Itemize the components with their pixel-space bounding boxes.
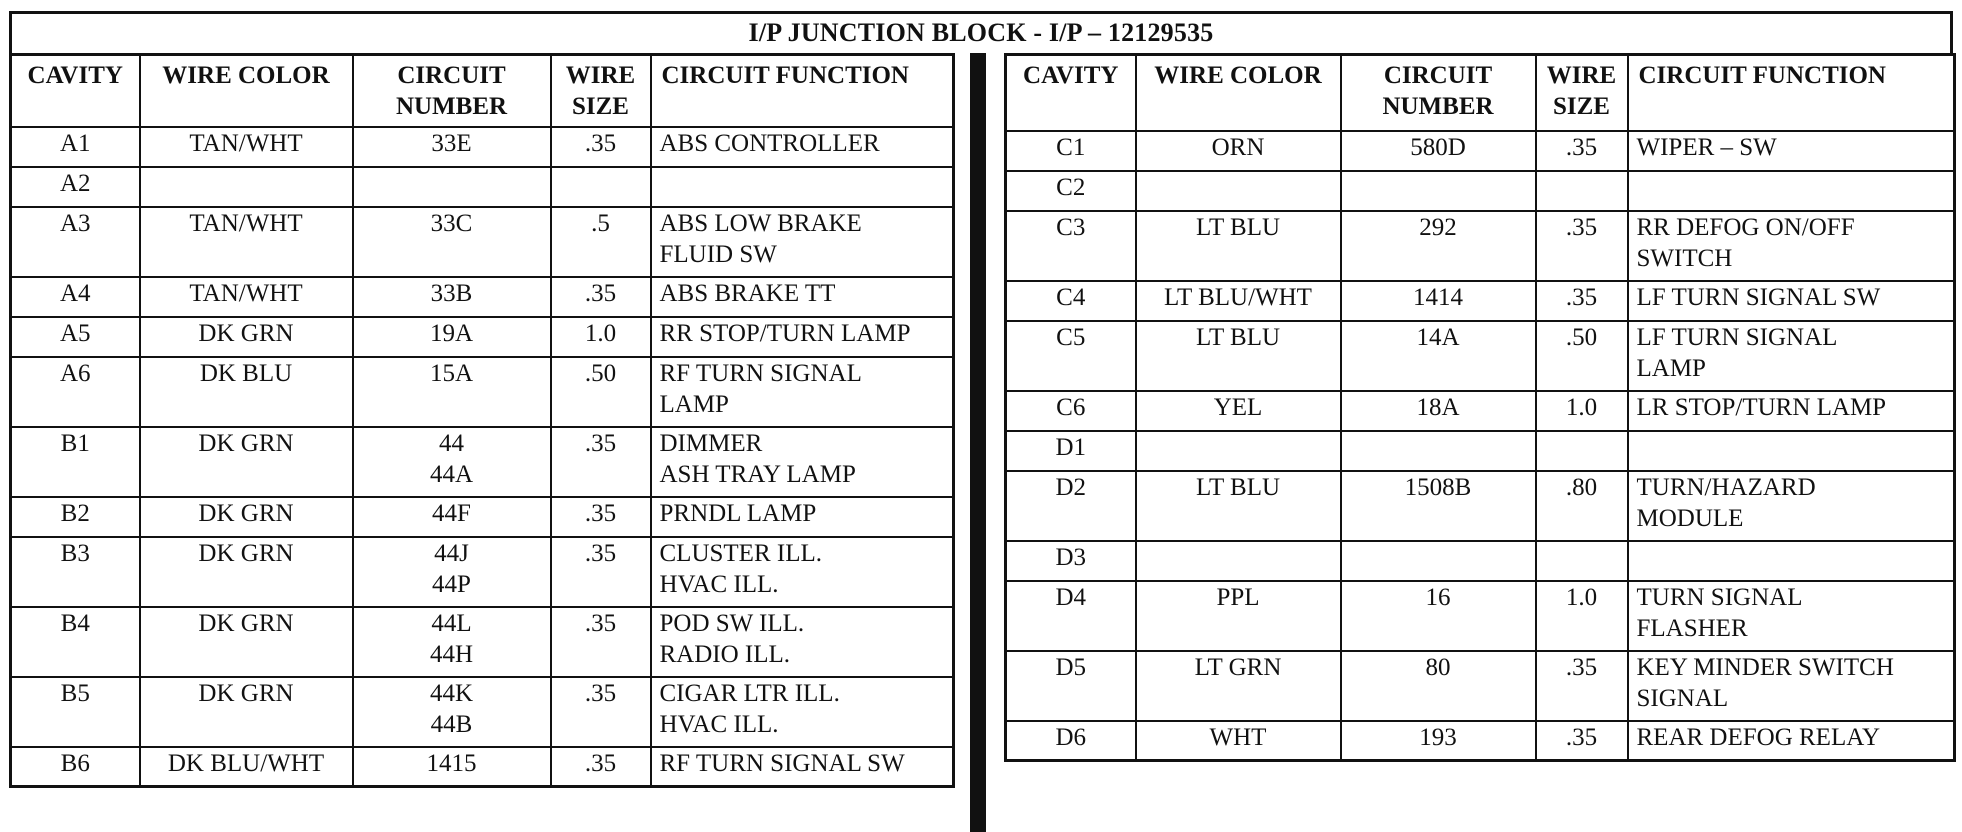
wire-size-cell: .35 xyxy=(1536,211,1628,281)
circuit-function-cell xyxy=(1628,171,1955,211)
wire-size-cell: 1.0 xyxy=(551,317,651,357)
circuit-function-cell: KEY MINDER SWITCH SIGNAL xyxy=(1628,651,1955,721)
circuit-number-cell: 33B xyxy=(353,277,551,317)
header-circuit-number: CIRCUIT NUMBER xyxy=(353,55,551,127)
circuit-function-cell: REAR DEFOG RELAY xyxy=(1628,721,1955,761)
table-row xyxy=(1006,651,1955,721)
wire-color-cell: DK GRN xyxy=(140,677,353,747)
circuit-number-cell: 1508B xyxy=(1341,471,1536,541)
circuit-function-cell: CLUSTER ILL. HVAC ILL. xyxy=(651,537,954,607)
wire-size-cell: .35 xyxy=(551,127,651,167)
circuit-function-cell: ABS CONTROLLER xyxy=(651,127,954,167)
cavity-cell: C4 xyxy=(1006,281,1136,321)
cavity-cell: B5 xyxy=(11,677,140,747)
circuit-number-cell: 1414 xyxy=(1341,281,1536,321)
circuit-function-cell: DIMMER ASH TRAY LAMP xyxy=(651,427,954,497)
circuit-function-cell: POD SW ILL. RADIO ILL. xyxy=(651,607,954,677)
circuit-function-cell: RF TURN SIGNAL LAMP xyxy=(651,357,954,427)
wire-color-cell: DK GRN xyxy=(140,537,353,607)
cavity-cell: B1 xyxy=(11,427,140,497)
wire-color-cell: DK GRN xyxy=(140,607,353,677)
table-row xyxy=(11,537,954,607)
wire-size-cell: .80 xyxy=(1536,471,1628,541)
circuit-number-cell: 44J 44P xyxy=(353,537,551,607)
cavity-cell: A3 xyxy=(11,207,140,277)
cavity-cell: D4 xyxy=(1006,581,1136,651)
circuit-function-cell: LR STOP/TURN LAMP xyxy=(1628,391,1955,431)
wire-color-cell: DK BLU xyxy=(140,357,353,427)
circuit-number-cell xyxy=(1341,431,1536,471)
circuit-number-cell: 14A xyxy=(1341,321,1536,391)
table-row xyxy=(1006,211,1955,281)
wire-size-cell: 1.0 xyxy=(1536,581,1628,651)
title-bar xyxy=(9,11,1953,55)
wire-color-cell: DK GRN xyxy=(140,317,353,357)
wire-size-cell: .35 xyxy=(1536,281,1628,321)
table-row xyxy=(11,607,954,677)
circuit-function-cell: WIPER – SW xyxy=(1628,131,1955,171)
circuit-number-cell: 580D xyxy=(1341,131,1536,171)
header-wire-size: WIRE SIZE xyxy=(551,55,651,127)
wire-color-cell: TAN/WHT xyxy=(140,207,353,277)
circuit-function-cell: CIGAR LTR ILL. HVAC ILL. xyxy=(651,677,954,747)
cavity-cell: A5 xyxy=(11,317,140,357)
circuit-number-cell: 193 xyxy=(1341,721,1536,761)
wire-size-cell: .35 xyxy=(1536,721,1628,761)
circuit-function-cell: RF TURN SIGNAL SW xyxy=(651,747,954,787)
cavity-cell: C1 xyxy=(1006,131,1136,171)
circuit-function-cell: TURN/HAZARD MODULE xyxy=(1628,471,1955,541)
cavity-cell: B4 xyxy=(11,607,140,677)
wire-size-cell: .35 xyxy=(551,277,651,317)
page-title: I/P JUNCTION BLOCK - I/P – 12129535 xyxy=(748,18,1214,47)
circuit-number-cell: 33E xyxy=(353,127,551,167)
table-row xyxy=(11,317,954,357)
circuit-number-cell: 44F xyxy=(353,497,551,537)
circuit-function-cell: RR STOP/TURN LAMP xyxy=(651,317,954,357)
wire-color-cell: LT BLU xyxy=(1136,321,1341,391)
circuit-number-cell xyxy=(353,167,551,207)
wire-size-cell: .35 xyxy=(551,607,651,677)
wire-color-cell xyxy=(1136,431,1341,471)
circuit-function-cell: LF TURN SIGNAL SW xyxy=(1628,281,1955,321)
table-row xyxy=(1006,391,1955,431)
header-circuit-function: CIRCUIT FUNCTION xyxy=(1628,55,1955,131)
wire-color-cell: DK GRN xyxy=(140,427,353,497)
wire-size-cell: .35 xyxy=(551,427,651,497)
table-row xyxy=(1006,171,1955,211)
wire-color-cell: LT BLU xyxy=(1136,211,1341,281)
table-row xyxy=(11,127,954,167)
cavity-cell: C3 xyxy=(1006,211,1136,281)
right-header-row xyxy=(1006,55,1955,131)
wire-size-cell xyxy=(551,167,651,207)
circuit-function-cell xyxy=(651,167,954,207)
circuit-number-cell xyxy=(1341,541,1536,581)
wire-size-cell: .35 xyxy=(551,537,651,607)
circuit-number-cell: 80 xyxy=(1341,651,1536,721)
wire-size-cell: .35 xyxy=(551,747,651,787)
wire-color-cell: WHT xyxy=(1136,721,1341,761)
right-connector-table xyxy=(1004,53,1956,762)
cavity-cell: A1 xyxy=(11,127,140,167)
circuit-function-cell xyxy=(1628,541,1955,581)
wire-size-cell: .35 xyxy=(551,677,651,747)
circuit-number-cell: 44L 44H xyxy=(353,607,551,677)
cavity-cell: D5 xyxy=(1006,651,1136,721)
circuit-number-cell: 1415 xyxy=(353,747,551,787)
wire-size-cell xyxy=(1536,431,1628,471)
table-row xyxy=(1006,131,1955,171)
table-row xyxy=(11,167,954,207)
wire-color-cell: LT BLU xyxy=(1136,471,1341,541)
header-wire-size: WIRE SIZE xyxy=(1536,55,1628,131)
wire-color-cell: LT GRN xyxy=(1136,651,1341,721)
circuit-function-cell: RR DEFOG ON/OFF SWITCH xyxy=(1628,211,1955,281)
circuit-number-cell: 44K 44B xyxy=(353,677,551,747)
cavity-cell: D3 xyxy=(1006,541,1136,581)
cavity-cell: C2 xyxy=(1006,171,1136,211)
cavity-cell: D6 xyxy=(1006,721,1136,761)
circuit-number-cell: 18A xyxy=(1341,391,1536,431)
circuit-number-cell: 33C xyxy=(353,207,551,277)
left-header-row xyxy=(11,55,954,127)
table-row xyxy=(11,677,954,747)
header-cavity: CAVITY xyxy=(11,55,140,127)
header-wire-color: WIRE COLOR xyxy=(1136,55,1341,131)
center-divider xyxy=(970,53,986,832)
wire-color-cell: DK BLU/WHT xyxy=(140,747,353,787)
table-row xyxy=(1006,321,1955,391)
wire-color-cell: TAN/WHT xyxy=(140,127,353,167)
table-row xyxy=(11,207,954,277)
wire-size-cell xyxy=(1536,541,1628,581)
wire-size-cell xyxy=(1536,171,1628,211)
circuit-number-cell: 292 xyxy=(1341,211,1536,281)
cavity-cell: A2 xyxy=(11,167,140,207)
table-row xyxy=(1006,281,1955,321)
circuit-number-cell: 15A xyxy=(353,357,551,427)
table-row xyxy=(1006,471,1955,541)
cavity-cell: A4 xyxy=(11,277,140,317)
cavity-cell: D2 xyxy=(1006,471,1136,541)
circuit-function-cell: PRNDL LAMP xyxy=(651,497,954,537)
table-row xyxy=(1006,581,1955,651)
table-row xyxy=(11,497,954,537)
header-circuit-number: CIRCUIT NUMBER xyxy=(1341,55,1536,131)
wire-size-cell: .35 xyxy=(1536,131,1628,171)
table-row xyxy=(11,747,954,787)
wire-color-cell xyxy=(1136,541,1341,581)
circuit-number-cell: 44 44A xyxy=(353,427,551,497)
circuit-number-cell xyxy=(1341,171,1536,211)
wire-size-cell: .50 xyxy=(1536,321,1628,391)
wire-color-cell: YEL xyxy=(1136,391,1341,431)
wire-size-cell: 1.0 xyxy=(1536,391,1628,431)
wire-size-cell: .35 xyxy=(551,497,651,537)
table-row xyxy=(1006,541,1955,581)
wire-color-cell: TAN/WHT xyxy=(140,277,353,317)
wire-size-cell: .50 xyxy=(551,357,651,427)
wire-color-cell xyxy=(140,167,353,207)
table-row xyxy=(11,427,954,497)
wire-color-cell: PPL xyxy=(1136,581,1341,651)
wire-color-cell xyxy=(1136,171,1341,211)
table-row xyxy=(11,277,954,317)
cavity-cell: B6 xyxy=(11,747,140,787)
table-row xyxy=(1006,721,1955,761)
circuit-number-cell: 19A xyxy=(353,317,551,357)
wire-size-cell: .35 xyxy=(1536,651,1628,721)
header-circuit-function: CIRCUIT FUNCTION xyxy=(651,55,954,127)
cavity-cell: B3 xyxy=(11,537,140,607)
header-wire-color: WIRE COLOR xyxy=(140,55,353,127)
cavity-cell: B2 xyxy=(11,497,140,537)
circuit-function-cell: LF TURN SIGNAL LAMP xyxy=(1628,321,1955,391)
wire-color-cell: DK GRN xyxy=(140,497,353,537)
cavity-cell: C5 xyxy=(1006,321,1136,391)
table-row xyxy=(1006,431,1955,471)
left-connector-table xyxy=(9,53,955,788)
circuit-function-cell: TURN SIGNAL FLASHER xyxy=(1628,581,1955,651)
cavity-cell: D1 xyxy=(1006,431,1136,471)
wire-color-cell: ORN xyxy=(1136,131,1341,171)
circuit-function-cell: ABS BRAKE TT xyxy=(651,277,954,317)
table-row xyxy=(11,357,954,427)
circuit-number-cell: 16 xyxy=(1341,581,1536,651)
cavity-cell: A6 xyxy=(11,357,140,427)
wire-color-cell: LT BLU/WHT xyxy=(1136,281,1341,321)
circuit-function-cell: ABS LOW BRAKE FLUID SW xyxy=(651,207,954,277)
circuit-function-cell xyxy=(1628,431,1955,471)
cavity-cell: C6 xyxy=(1006,391,1136,431)
header-cavity: CAVITY xyxy=(1006,55,1136,131)
wire-size-cell: .5 xyxy=(551,207,651,277)
